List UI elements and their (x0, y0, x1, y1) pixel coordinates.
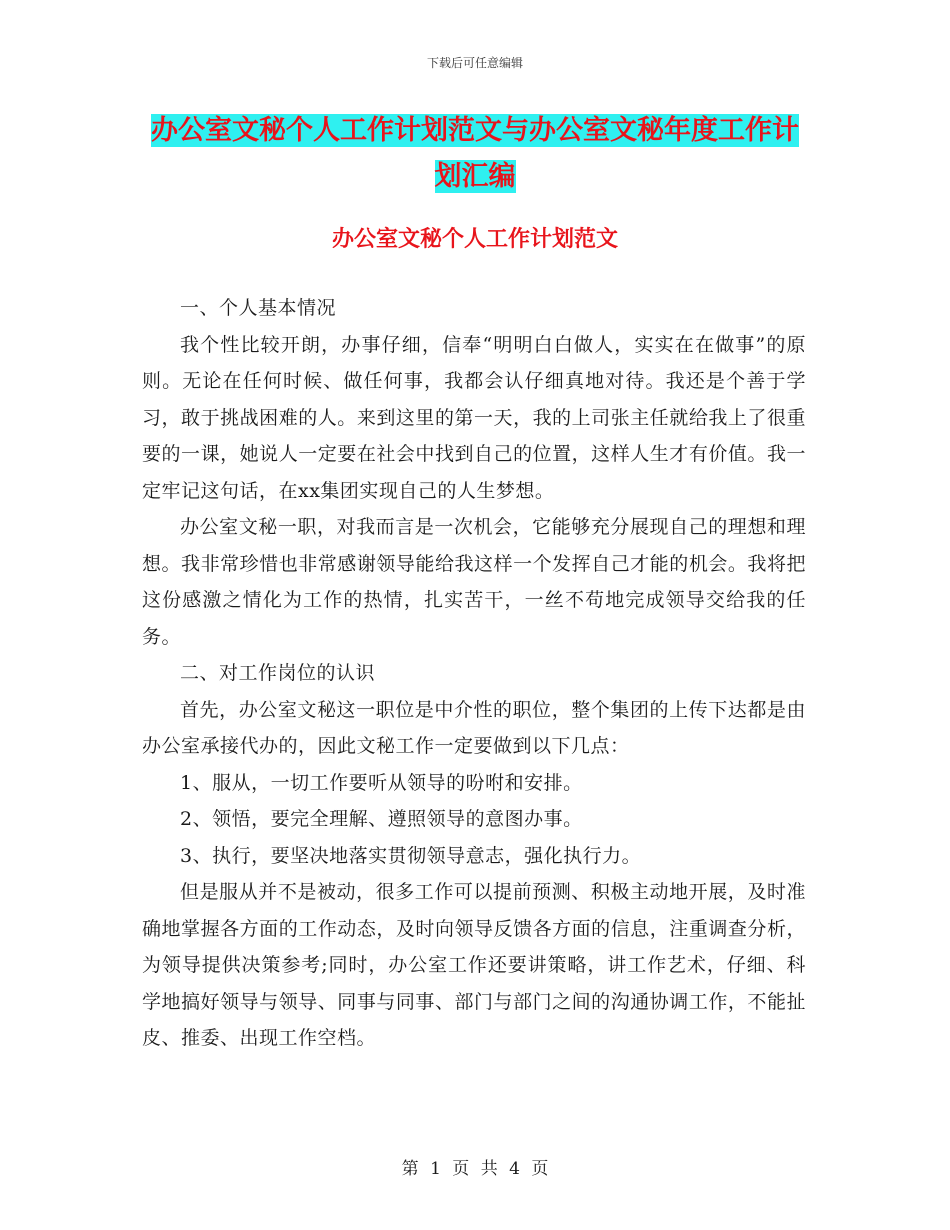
paragraph: 但是服从并不是被动，很多工作可以提前预测、积极主动地开展，及时准确地掌握各方面的工作动态，及时向领导反馈各方面的信息，注重调查分析，为领导提供决策参考;同时，办公室工作还要讲策略，讲工作艺术，仔细、科学地搞好领导与领导、同事与同事、部门与部门之间的沟通协调工作，不能扯皮、推委、出现工作空档。 (142, 881, 806, 1049)
document-body (142, 290, 806, 1057)
paragraph: 首先，办公室文秘这一职位是中介性的职位，整个集团的上传下达都是由办公室承接代办的，因此文秘工作一定要做到以下几点： (142, 698, 806, 757)
paragraph-heading-2: 二、对工作岗位的认识 (180, 662, 376, 684)
paragraph: 办公室文秘一职，对我而言是一次机会，它能够充分展现自己的理想和理想。我非常珍惜也非常感谢领导能给我这样一个发挥自己才能的机会。我将把这份感激之情化为工作的热情，扎实苦干，一丝不苟地完成领导交给我的任务。 (142, 516, 806, 648)
document-title (140, 108, 810, 200)
page-number: 第 1 页 共 4 页 (401, 1159, 549, 1179)
header-note: 下载后可任意编辑 (426, 56, 523, 70)
list-item: 1、服从，一切工作要听从领导的吩咐和安排。 (180, 771, 583, 794)
document-title-text: 办公室文秘个人工作计划范文与办公室文秘年度工作计划汇编 (151, 115, 799, 192)
paragraph: 我个性比较开朗，办事仔细，信奉“明明白白做人，实实在在做事”的原则。无论在任何时候、做任何事，我都会认仔细真地对待。我还是个善于学习，敢于挑战困难的人。来到这里的第一天，我的上司张主任就给我上了很重要的一课，她说人一定要在社会中找到自己的位置，这样人生才有价值。我一定牢记这句话，在xx集团实现自己的人生梦想。 (142, 333, 806, 502)
list-item: 2、领悟，要完全理解、遵照领导的意图办事。 (180, 808, 583, 830)
list-item: 3、执行，要坚决地落实贯彻领导意志，强化执行力。 (180, 844, 642, 867)
paragraph-heading-1: 一、个人基本情况 (180, 297, 337, 319)
section-title: 办公室文秘个人工作计划范文 (331, 227, 618, 252)
